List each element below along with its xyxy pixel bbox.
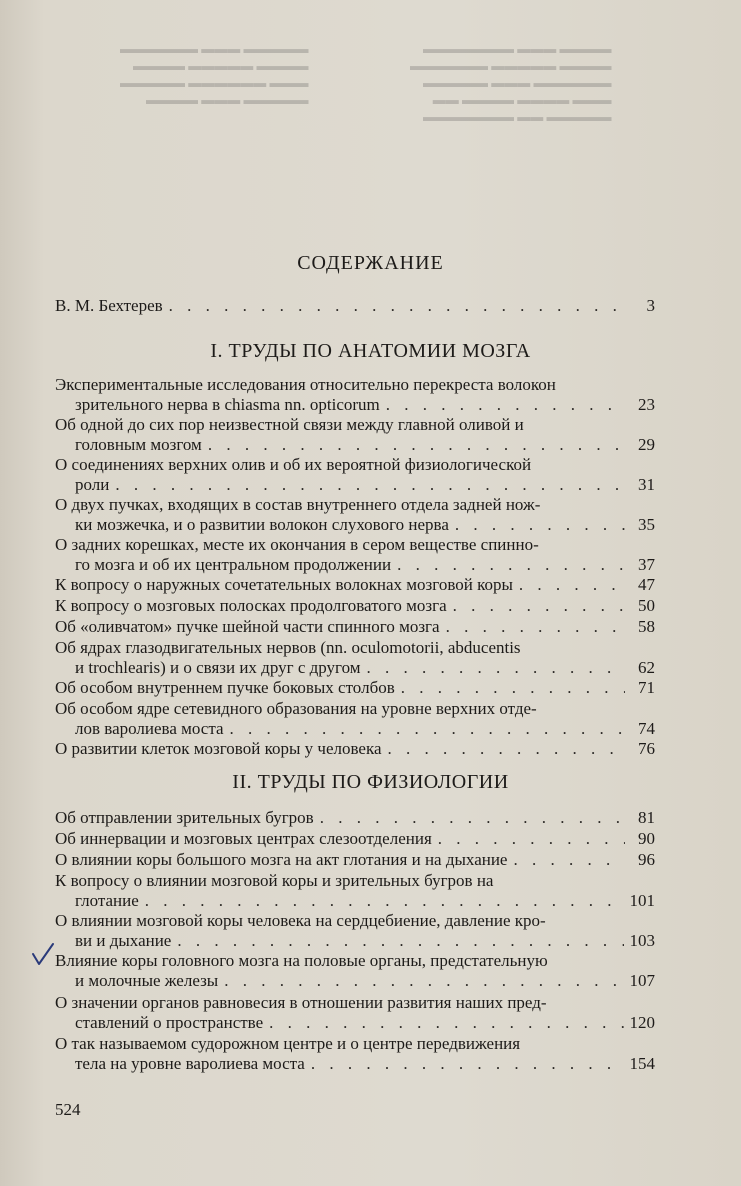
toc-entry-line: Влияние коры головного мозга на половые органы, предстательную [55, 951, 548, 970]
bleed-through-texture: ▬▬▬▬ ▬▬▬ ▬▬▬▬▬▬▬ ▬▬▬▬ ▬▬▬▬▬ ▬▬▬▬▬▬ ▬▬▬▬▬▬ ▬▬▬ ▬▬▬▬▬ ▬▬▬ ▬▬▬▬ ▬▬▬▬ ▬▬ ▬▬▬▬▬ ▬▬ ▬▬▬▬▬▬▬ [410, 41, 612, 124]
toc-entry[interactable] [55, 455, 655, 495]
toc-entry-line: О значении органов равновесия в отношении развития наших пред- [55, 993, 547, 1012]
leader-dots [397, 555, 625, 575]
toc-entry[interactable] [55, 951, 655, 991]
toc-entry[interactable] [55, 638, 655, 678]
toc-entry[interactable] [55, 993, 655, 1033]
toc-page-number: 37 [638, 555, 655, 574]
toc-entry-line: Об ядрах глазодвигательных нервов (nn. oculomotorii, abducentis [55, 638, 521, 657]
leader-dots [513, 850, 625, 870]
toc-entry[interactable] [55, 617, 655, 637]
toc-page-number: 74 [638, 719, 655, 738]
leader-dots [230, 719, 625, 739]
bleed-through-texture: ▬▬▬▬▬ ▬▬▬ ▬▬▬▬▬▬ ▬▬▬▬ ▬▬▬▬▬ ▬▬▬▬ ▬▬▬ ▬▬▬▬▬▬ ▬▬▬▬▬ ▬▬▬▬▬ ▬▬▬ ▬▬▬▬ [120, 41, 309, 107]
toc-page-number: 50 [638, 596, 655, 615]
toc-entry[interactable] [55, 808, 655, 828]
toc-page-number: 35 [638, 515, 655, 534]
toc-page-number: 23 [638, 395, 655, 414]
handwritten-checkmark-icon [30, 942, 56, 968]
toc-entry-line: ставлений о пространстве [75, 1013, 264, 1032]
toc-entry[interactable] [55, 678, 655, 698]
toc-entry-line: Об «оливчатом» пучке шейной части спинного мозга [55, 617, 440, 636]
toc-page-number: 90 [638, 829, 655, 848]
toc-entry-author[interactable] [55, 296, 655, 316]
toc-page-number: 29 [638, 435, 655, 454]
toc-page-number: 76 [638, 739, 655, 758]
toc-entry-line: Об одной до сих пор неизвестной связи между главной оливой и [55, 415, 524, 434]
toc-entry[interactable] [55, 829, 655, 849]
toc-page-number: 81 [638, 808, 655, 827]
toc-entry-line: лов варолиева моста [75, 719, 224, 738]
leader-dots [388, 739, 626, 759]
toc-page-number: 47 [638, 575, 655, 594]
toc-entry[interactable] [55, 739, 655, 759]
toc-entry-line: зрительного нерва в chiasma nn. opticorum [75, 395, 380, 414]
leader-dots [367, 658, 625, 678]
toc-entry-line: К вопросу о наружных сочетательных волокнах мозговой коры [55, 575, 513, 594]
toc-entry-line: Об отправлении зрительных бугров [55, 808, 314, 827]
toc-page-number: 96 [638, 850, 655, 869]
toc-entry-line: Об особом ядре сетевидного образования на уровне верхних отде- [55, 699, 537, 718]
leader-dots [145, 891, 624, 911]
toc-entry-line: О развитии клеток мозговой коры у человека [55, 739, 382, 758]
leader-dots [177, 931, 623, 951]
leader-dots [438, 829, 625, 849]
toc-page-number: 62 [638, 658, 655, 677]
toc-entry-line: Об иннервации и мозговых центрах слезоотделения [55, 829, 432, 848]
toc-page-number: 71 [638, 678, 655, 697]
page-number: 524 [55, 1100, 81, 1119]
toc-entry-line: глотание [75, 891, 139, 910]
toc-entry[interactable] [55, 596, 655, 616]
toc-entry-line: О так называемом судорожном центре и о центре передвижения [55, 1034, 521, 1053]
toc-entry[interactable] [55, 911, 655, 951]
toc-entry-line: Об особом внутреннем пучке боковых столбов [55, 678, 395, 697]
toc-entry-line: и молочные железы [75, 971, 219, 990]
toc-page-number: 58 [638, 617, 655, 636]
leader-dots [519, 575, 625, 595]
leader-dots [208, 435, 625, 455]
toc-entry-line: ви и дыхание [75, 931, 172, 950]
toc-entry[interactable] [55, 375, 655, 415]
toc-entry-line: О двух пучках, входящих в состав внутреннего отдела задней нож- [55, 495, 541, 514]
toc-entry[interactable] [55, 850, 655, 870]
toc-page-number: 31 [638, 475, 655, 494]
toc-entry[interactable] [55, 535, 655, 575]
toc-entry-title: В. М. Бехтерев [55, 296, 163, 315]
toc-entry-line: О соединениях верхних олив и об их вероятной физиологической [55, 455, 532, 474]
leader-dots [269, 1013, 623, 1033]
toc-entry-line: го мозга и об их центральном продолжении [75, 555, 392, 574]
leader-dots [320, 808, 625, 828]
leader-dots [453, 596, 625, 616]
toc-page-number: 3 [646, 296, 655, 315]
section-title-anatomy: I. ТРУДЫ ПО АНАТОМИИ МОЗГА [210, 340, 531, 362]
toc-entry[interactable] [55, 575, 655, 595]
toc-entry[interactable] [55, 495, 655, 535]
toc-page-number: 107 [629, 971, 655, 990]
toc-entry-line: головным мозгом [75, 435, 202, 454]
toc-page-number: 154 [629, 1054, 655, 1073]
toc-entry-line: К вопросу о влиянии мозговой коры и зрительных бугров на [55, 871, 494, 890]
toc-entry[interactable] [55, 699, 655, 739]
leader-dots [311, 1054, 624, 1074]
toc-entry[interactable] [55, 415, 655, 455]
leader-dots [386, 395, 625, 415]
toc-entry-line: О влиянии мозговой коры человека на сердцебиение, давление кро- [55, 911, 546, 930]
leader-dots [455, 515, 625, 535]
contents-heading: СОДЕРЖАНИЕ [297, 252, 444, 274]
toc-entry-line: ки мозжечка, и о развитии волокон слухового нерва [75, 515, 449, 534]
toc-entry-line: роли [75, 475, 110, 494]
toc-page-number: 120 [629, 1013, 655, 1032]
toc-entry-line: К вопросу о мозговых полосках продолговатого мозга [55, 596, 447, 615]
section-title-physiology: II. ТРУДЫ ПО ФИЗИОЛОГИИ [232, 771, 509, 793]
leader-dots [446, 617, 625, 637]
toc-page-number: 101 [629, 891, 655, 910]
toc-entry-line: О влиянии коры большого мозга на акт глотания и на дыхание [55, 850, 508, 869]
leader-dots [115, 475, 625, 495]
toc-entry-line: и trochlearis) и о связи их друг с другом [75, 658, 361, 677]
toc-entry-line: Экспериментальные исследования относительно перекреста волокон [55, 375, 556, 394]
toc-entry-line: О задних корешках, месте их окончания в сером веществе спинно- [55, 535, 539, 554]
leader-dots [401, 678, 625, 698]
toc-entry-line: тела на уровне варолиева моста [75, 1054, 305, 1073]
toc-entry[interactable] [55, 871, 655, 911]
toc-page-number: 103 [629, 931, 655, 950]
toc-entry[interactable] [55, 1034, 655, 1074]
leader-dots [169, 296, 625, 316]
leader-dots [224, 971, 623, 991]
